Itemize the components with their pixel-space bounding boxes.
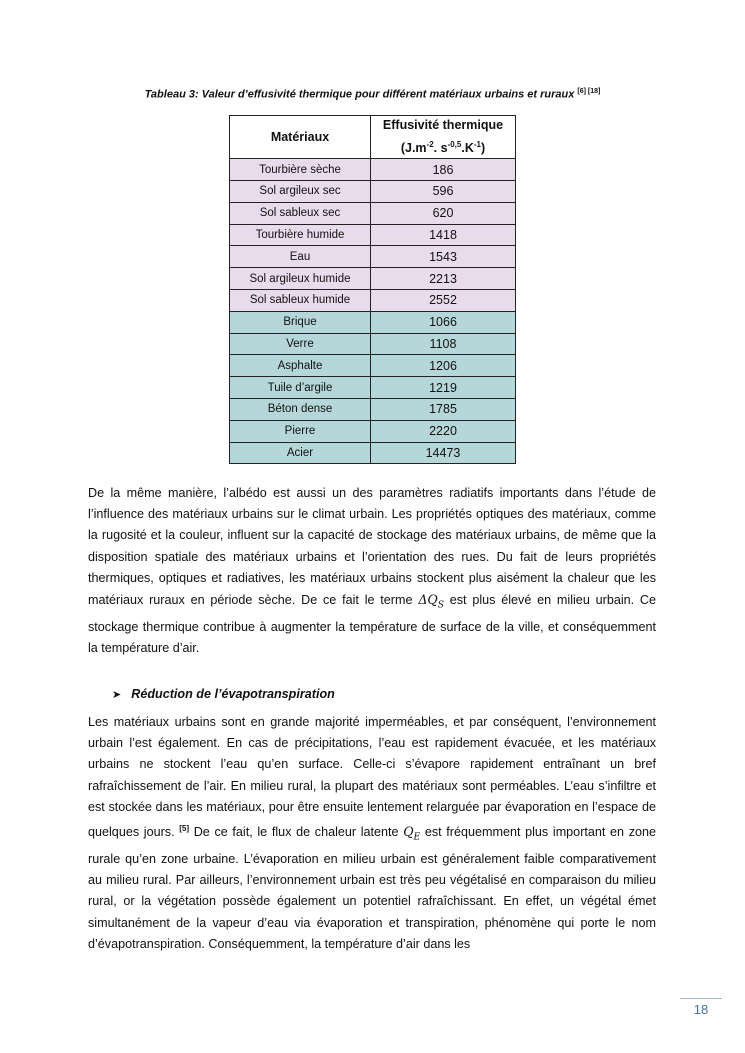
table-row [230, 246, 516, 268]
table-row [230, 289, 516, 311]
table-row [230, 202, 516, 224]
table-row [230, 159, 516, 181]
section-heading [112, 687, 335, 701]
material-cell: Béton dense [230, 398, 371, 420]
table-row [230, 398, 516, 420]
material-cell: Sol argileux humide [230, 268, 371, 290]
material-cell: Tuile d’argile [230, 377, 371, 399]
value-cell: 1206 [371, 355, 516, 377]
table-row [230, 355, 516, 377]
value-cell: 1543 [371, 246, 516, 268]
material-cell: Sol argileux sec [230, 180, 371, 202]
value-cell: 14473 [371, 442, 516, 464]
header-material: Matériaux [230, 116, 371, 159]
material-cell: Sol sableux sec [230, 202, 371, 224]
table-caption [0, 88, 745, 101]
math-delta-qs-base: ΔQ [418, 592, 438, 608]
header-unit-a-exp: -2 [426, 140, 434, 149]
value-cell: 620 [371, 202, 516, 224]
table-caption-refs: [6] [18] [577, 88, 601, 95]
table-row [230, 420, 516, 442]
header-unit-d: ) [480, 141, 486, 156]
math-qe [403, 824, 421, 843]
material-cell: Tourbière sèche [230, 159, 371, 181]
value-cell: 2213 [371, 268, 516, 290]
math-qe-sub: E [413, 832, 421, 843]
header-unit-b: . s [433, 141, 448, 156]
table-caption-text: Tableau 3: Valeur d’effusivité thermique pour différent matériaux urbains et ruraux [144, 88, 575, 101]
math-delta-qs-sub: S [437, 600, 444, 611]
table-header-row [230, 116, 516, 159]
math-delta-qs [418, 592, 444, 611]
material-cell: Asphalte [230, 355, 371, 377]
table-row [230, 377, 516, 399]
paragraph-evap-text-after: est fréquemment plus important en zone rurale qu’en zone urbaine. L’évaporation en milieu urbain est généralement faible comparativement au milieu rural. Par ailleurs, l’environnement urbain est très peu végétalisé en comparaison du milieu rural, or la végétation possède également un potentiel rafraîchissant. En effet, un végétal émet simultanément de la vapeur d’eau via évaporation et transpiration, phénomène qui porte le nom d’évapotranspiration. Conséquemment, la température d’air dans les [88, 825, 657, 951]
header-effusivity-title: Effusivité thermique [382, 118, 504, 132]
value-cell: 1785 [371, 398, 516, 420]
value-cell: 186 [371, 159, 516, 181]
citation-ref: [5] [179, 824, 190, 834]
table-row [230, 442, 516, 464]
material-cell: Tourbière humide [230, 224, 371, 246]
header-unit-a: (J.m [400, 141, 427, 156]
material-cell: Brique [230, 311, 371, 333]
arrow-bullet-icon: ➤ [112, 689, 122, 701]
table-row [230, 180, 516, 202]
header-effusivity [371, 116, 516, 159]
paragraph-albedo-text-before: De la même manière, l’albédo est aussi un des paramètres radiatifs importants dans l’étude de l’influence des matériaux urbains sur le climat urbain. Les propriétés optiques des matériaux, comme la rugosité et la couleur, influent sur la capacité de stockage des matériaux urbains, de même que la disposition spatiale des matériaux urbains et l’orientation des rues. Du fait de leurs propriétés thermiques, optiques et radiatives, les matériaux urbains stockent plus aisément la chaleur que les matériaux ruraux en période sèche. De ce fait le terme [88, 486, 656, 608]
math-qe-base: Q [403, 824, 414, 840]
value-cell: 596 [371, 180, 516, 202]
table-row [230, 311, 516, 333]
value-cell: 2220 [371, 420, 516, 442]
paragraph-evapotranspiration [88, 712, 656, 955]
value-cell: 1219 [371, 377, 516, 399]
table-row [230, 268, 516, 290]
value-cell: 1108 [371, 333, 516, 355]
material-cell: Pierre [230, 420, 371, 442]
paragraph-albedo-text-after: est plus élevé en milieu urbain. Ce stockage thermique contribue à augmenter la température de surface de la ville, et conséquemment la température d’air. [88, 593, 657, 655]
paragraph-evap-text-before: Les matériaux urbains sont en grande majorité imperméables, et par conséquent, l’environnement urbain l’est également. En cas de précipitations, l’eau est rapidement évacuée, et les matériaux urbains ne stockent l’eau qu’en surface. Celle-ci s’évapore rapidement entraînant un bref rafraîchissement de l’air. En milieu rural, la plupart des matériaux sont perméables. L’eau s’infiltre et est stockée dans les matériaux, pour être ensuite lentement relarguée par évaporation en l’espace de quelques jours. [88, 715, 656, 840]
table-row [230, 333, 516, 355]
material-cell: Verre [230, 333, 371, 355]
value-cell: 2552 [371, 289, 516, 311]
page-number-divider [680, 998, 722, 999]
page-number: 18 [693, 1002, 709, 1017]
header-unit-c: .K [461, 141, 474, 156]
material-cell: Eau [230, 246, 371, 268]
value-cell: 1066 [371, 311, 516, 333]
header-unit-b-exp: -0,5 [447, 140, 462, 149]
material-cell: Acier [230, 442, 371, 464]
effusivity-table [229, 115, 516, 464]
paragraph-evap-text-middle: De ce fait, le flux de chaleur latente [193, 825, 399, 840]
paragraph-albedo [88, 483, 656, 659]
table-row [230, 224, 516, 246]
material-cell: Sol sableux humide [230, 289, 371, 311]
section-heading-text: Réduction de l’évapotranspiration [131, 687, 335, 701]
value-cell: 1418 [371, 224, 516, 246]
header-unit-c-exp: -1 [473, 140, 481, 149]
